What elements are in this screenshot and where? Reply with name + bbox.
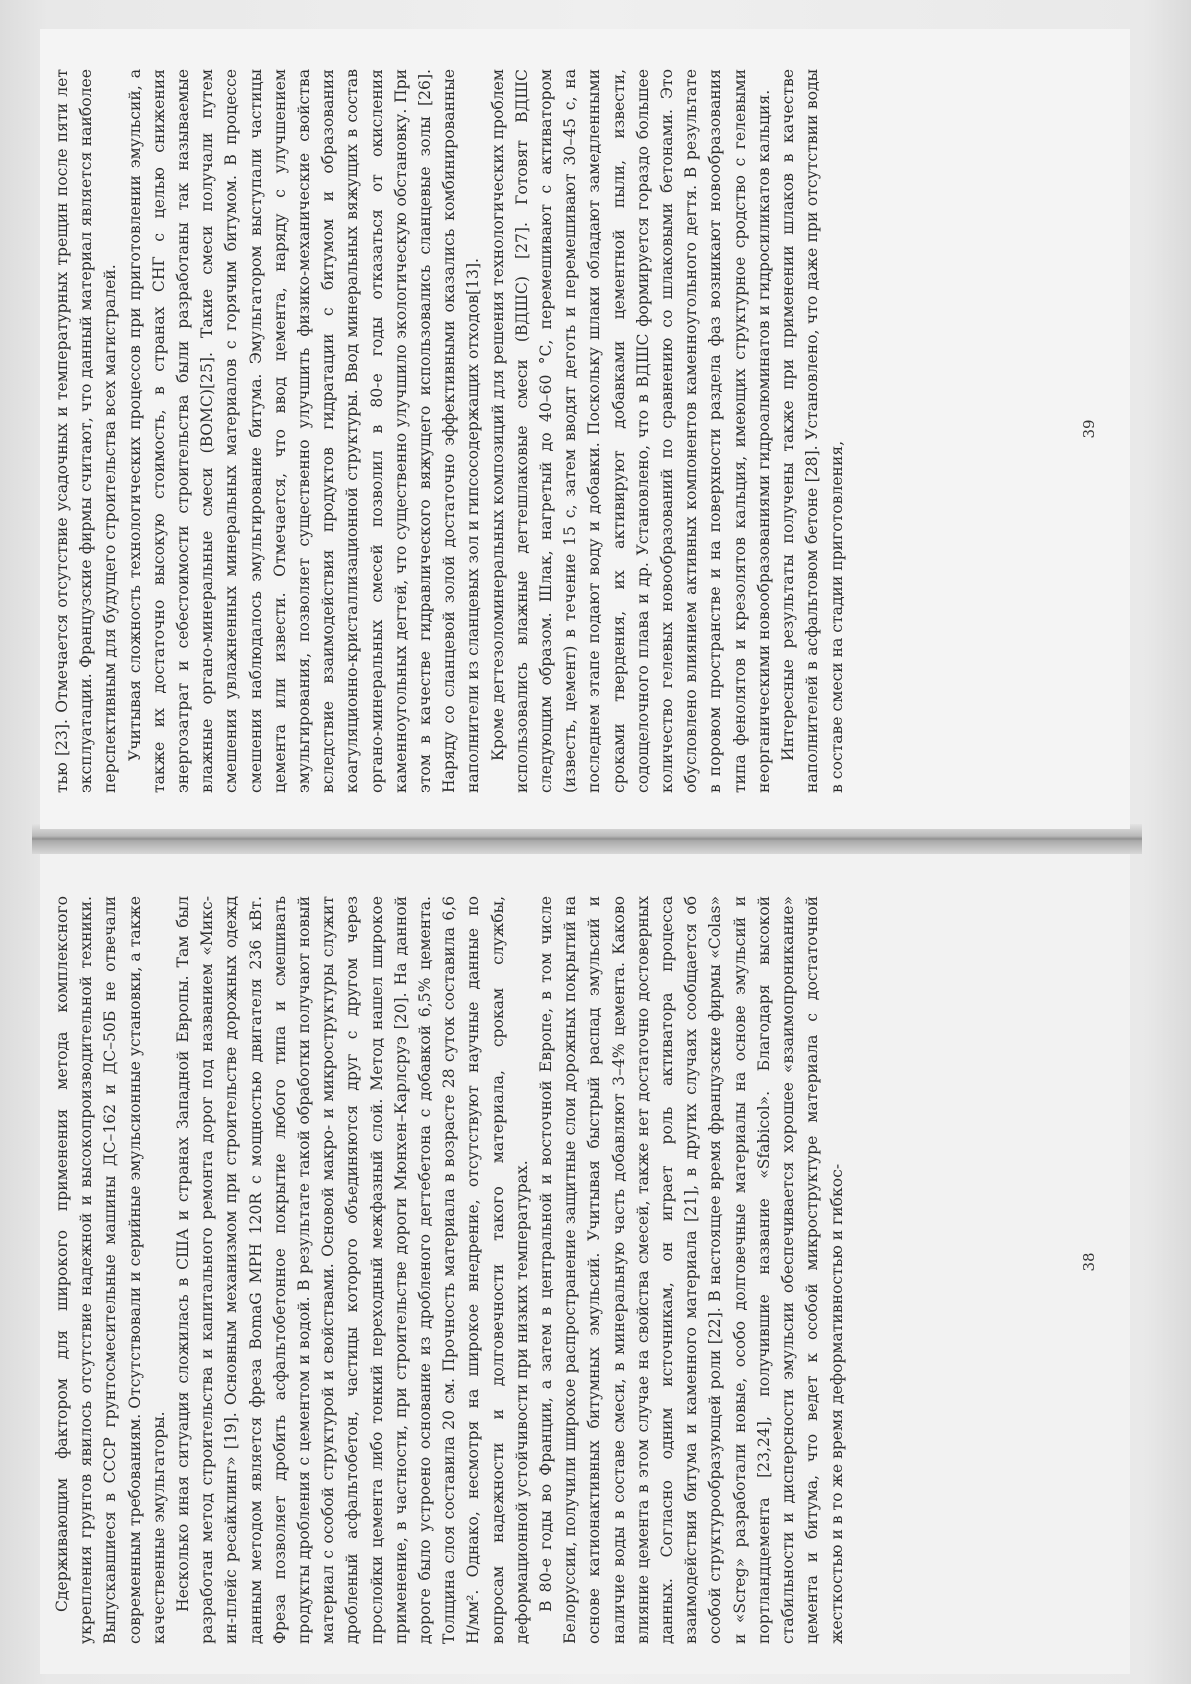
paragraph: Кроме дегтезоломинеральных композиций для решения технологических проблем использовались влажные дегтешлаковые смеси (ВДШС) [27]. Готовят ВДШС следующим образом. Шлак, нагретый до 40–60 °С, перемешивают с активатором (известь, цемент) в течение 15 с, затем вводят деготь и перемешивают 30–45 с, на последнем этапе подают воду и добавки. Поскольку шлаки обладают замедленными сроками твердения, их активируют добавками цементной пыли, извести, содощелочного плава и др. Установлено, что в ВДШС формируется гораздо большее количество гелевых новообразований по сравнению со шлаковыми бетонами. Это обусловлено влиянием активных компонентов каменноугольного дегтя. В результате в поровом пространстве и на поверхности раздела фаз возникают новообразования типа фенолятов и крезолятов кальция, имеющих структурное сродство с гелевыми неорганическими новообразованиями гидроалюминатов и гидросиликатов кальция. [488,69,773,793]
page-number: 38 [1080,1252,1098,1272]
paragraph: тью [23]. Отмечается отсутствие усадочных и температурных трещин после пяти лет эксплуатации. Французские фирмы считают, что данный материал является наиболее перспективным для будущего строительства всех магистралей. [53,69,120,793]
right-page [40,29,1130,829]
left-page [40,849,1130,1674]
page-number: 39 [1080,419,1098,439]
paragraph: Несколько иная ситуация сложилась в США и странах Западной Европы. Там был разработан метод строительства и капитального ремонта дорог под названием «Микс-ин-плейс ресайклинг» [19]. Основным механизмом при строительстве дорожных одежд данным методом является фреза BomaG MPH 120R с мощностью двигателя 236 кВт. Фреза позволяет дробить асфальтобетонное покрытие любого типа и смешивать продукты дробления с цементом и водой. В результате такой обработки получают новый материал с особой структурой и свойствами. Основой макро- и микроструктуры служит дробленый асфальтобетон, частицы которого объединяются друг с другом через прослойки цемента либо тонкий переходный межфазный слой. Метод нашел широкое применение, в частности, при строительстве дороги Мюнхен–Карлсруэ [20]. На данной дороге было устроено основание из дробленого дегтебетона с добавкой 6,5% цемента. Толщина слоя составила 20 см. Прочность материала в возрасте 28 суток составила 6,6 Н/мм². Однако, несмотря на широкое внедрение, отсутствуют научные данные по вопросам надежности и долговечности такого материала, срокам службы, деформационной устойчивости при низких температурах. [174,896,531,1644]
paragraph: Интересные результаты получены также при применении шлаков в качестве наполнителей в асфальтовом бетоне [28]. Установлено, что даже при отсутствии воды в составе смеси на стадии приготовления, [779,69,846,793]
paragraph: Сдерживающим фактором для широкого применения метода комплексного укрепления грунтов явилось отсутствие надежной и высокопроизводительной техники. Выпускавшиеся в СССР грунтосмесительные машины ДС–162 и ДС–50Б не отвечали современным требованиям. Отсутствовали и серийные эмульсионные установки, а также качественные эмульгаторы. [53,896,168,1644]
paragraph: Учитывая сложность технологических процессов при приготовлении эмульсий, а также их достаточно высокую стоимость, в странах СНГ с целью снижения энергозатрат и себестоимости строительства были разработаны так называемые влажные органо-минеральные смеси (ВОМС)[25]. Такие смеси получали путем смешения увлажненных минеральных материалов с горячим битумом. В процессе смешения наблюдалось эмульгирование битума. Эмульгатором выступали частицы цемента или извести. Отмечается, что ввод цемента, наряду с улучшением эмульгирования, позволяет существенно улучшить физико-механические свойства вследствие взаимодействия продуктов гидратации с битумом и образования коагуляционно-кристаллизационной структуры. Ввод минеральных вяжущих в состав органо-минеральных смесей позволил в 80-е годы отказаться от окисления каменноугольных дегтей, что существенно улучшило экологическую обстановку. При этом в качестве гидравлического вяжущего использовались сланцевые золы [26]. Наряду со сланцевой золой достаточно эффективными оказались комбинированные наполнители из сланцевых зол и гипсосодержащих отходов[13]. [125,69,483,793]
paragraph: В 80-е годы во Франции, а затем в центральной и восточной Европе, в том числе Белоруссии, получили широкое распространение защитные слои дорожных покрытий на основе катионактивных битумных эмульсий. Учитывая быстрый распад эмульсий и наличие воды в составе смеси, в минеральную часть добавляют 3–4% цемента. Каково влияние цемента в этом случае на свойства смесей, также нет достаточно достоверных данных. Согласно одним источникам, он играет роль активатора процесса взаимодействия битума и каменного материала [21], в других случаях сообщается об особой структурообразующей роли [22]. В настоящее время французские фирмы «Colas» и «Screg» разработали новые, особо долговечные материалы на основе эмульсий и портландцемента [23,24], получившие название «Sfabicol». Благодаря высокой стабильности и дисперсности эмульсии обеспечивается хорошее «взаимопроникание» цемента и битума, что ведет к особой микроструктуре материала с достаточной жесткостью и в то же время деформативностью и гибкос- [537,896,846,1644]
